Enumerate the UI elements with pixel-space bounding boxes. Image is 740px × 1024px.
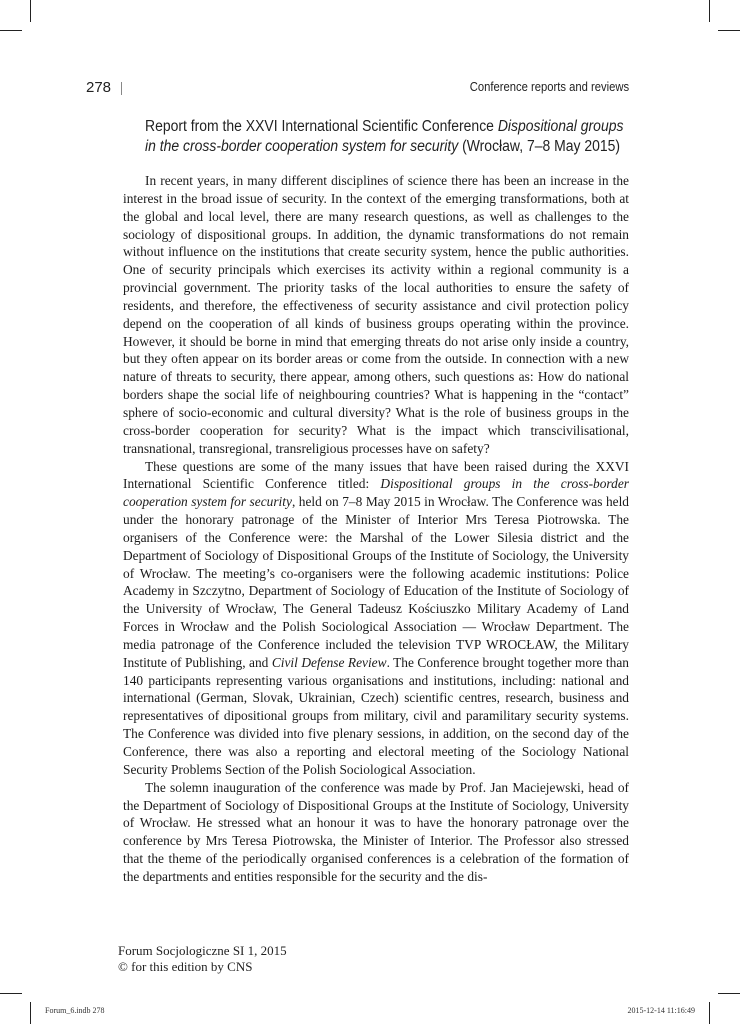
title-prefix: Report from the XXVI International Scientific Conference <box>145 118 498 135</box>
article-title <box>145 117 631 157</box>
crop-mark-bottom-left <box>30 1002 31 1024</box>
title-suffix: (Wrocław, 7–8 May 2015) <box>458 138 621 155</box>
header-separator <box>121 82 122 95</box>
crop-mark-top-left-h <box>0 30 22 31</box>
crop-mark-bottom-left-h <box>0 993 22 994</box>
crop-mark-bottom-right <box>709 1002 710 1024</box>
running-title: Conference reports and reviews <box>469 80 629 94</box>
crop-mark-top-right <box>709 0 710 22</box>
print-slug-timestamp: 2015-12-14 11:16:49 <box>627 1006 695 1015</box>
journal-citation: Forum Socjologiczne SI 1, 2015 <box>118 943 287 958</box>
title-italic: Dispositional groups in the cross-border cooperation system for security <box>145 118 624 155</box>
print-slug-file: Forum_6.indb 278 <box>45 1006 105 1015</box>
crop-mark-top-left <box>30 0 31 22</box>
crop-mark-bottom-right-h <box>718 993 740 994</box>
copyright-notice: © for this edition by CNS <box>118 958 253 974</box>
page-number: 278 <box>86 79 112 96</box>
conference-title-italic: Dispositional groups in the cross-border cooperation system for security <box>123 476 629 510</box>
crop-mark-top-right-h <box>718 30 740 31</box>
paragraph-2 <box>123 458 629 779</box>
journal-name-italic: Civil Defense Review <box>271 654 387 670</box>
article-body <box>123 172 629 886</box>
paragraph-2-part-e: . The Conference brought together more than 140 participants representing various organisations and institutions, including: national and international (German, Slovak, Ukrainian, Czech) scientific centres, research, business and representatives of dipositional groups from military, civil and paramilitary security systems. The Conference was divided into five plenary sessions, in addition, on the second day of the Conference, there was also a reporting and electoral meeting of the Sociology National Security Problems Section of the Polish Sociological Association. <box>123 654 629 777</box>
paragraph-3: The solemn inauguration of the conference was made by Prof. Jan Maciejewski, head of the Department of Sociology of Dispositional Groups at the Institute of Sociology, University of Wrocław. He stressed what an honour it was to have the honorary patronage over the conference by Mrs Teresa Piotrowska, the Minister of Interior. The Professor also stressed that the theme of the periodically organised conferences is a celebration of the formation of the departments and entities responsible for the security and the dis- <box>123 779 629 884</box>
paragraph-2-part-a: These questions are some of the many issues that have been raised during the XXVI International Scientific Conference titled: <box>123 458 629 492</box>
paragraph-2-part-c: , held on 7–8 May 2015 in Wrocław. The Conference was held under the honorary patronage of the Minister of Interior Mrs Teresa Piotrowska. The organisers of the Conference were: the Marshal of the Lower Silesia district and the Department of Sociology of Dispositional Groups of the Institute of Sociology, the University of Wrocław. The meeting’s co-organisers were the following academic institutions: Police Academy in Szczytno, Department of Sociology of Education of the Institute of Sociology of the University of Wrocław, The General Tadeusz Kościuszko Military Academy of Land Forces in Wrocław and the Polish Sociological Association — Wrocław Department. The media patronage of the Conference included the television TVP WROCŁAW, the Military Institute of Publishing, and <box>123 494 629 670</box>
paragraph-1: In recent years, in many different disciplines of science there has been an increase in the interest in the broad issue of security. In the context of the emerging transformations, both at the global and local level, there are many research questions, as well as challenges to the sociology of dispositional groups. In addition, the dynamic transformations do not remain without influence on the institutions that create security system, hence the public authorities. One of security principals which exercises its activity within a regional community is a provincial government. The priority tasks of the local authorities to ensure the safety of residents, and therefore, the effectiveness of security assistance and civil protection policy depend on the cooperation of all kinds of business groups operating within the province. However, it should be borne in mind that emerging threats do not arise only inside a country, but they often appear on its border areas or come from the outside. In connection with a new nature of threats to security, there appear, among others, such questions as: How do national borders shape the social life of neighbouring countries? What is happening in the “contact” sphere of socio-economic and cultural diversity? What is the role of business groups in the cross-border cooperation for security? What is the impact which transcivilisational, transnational, transregional, transreligious processes have on safety? <box>123 173 629 456</box>
page-footer <box>118 943 287 974</box>
